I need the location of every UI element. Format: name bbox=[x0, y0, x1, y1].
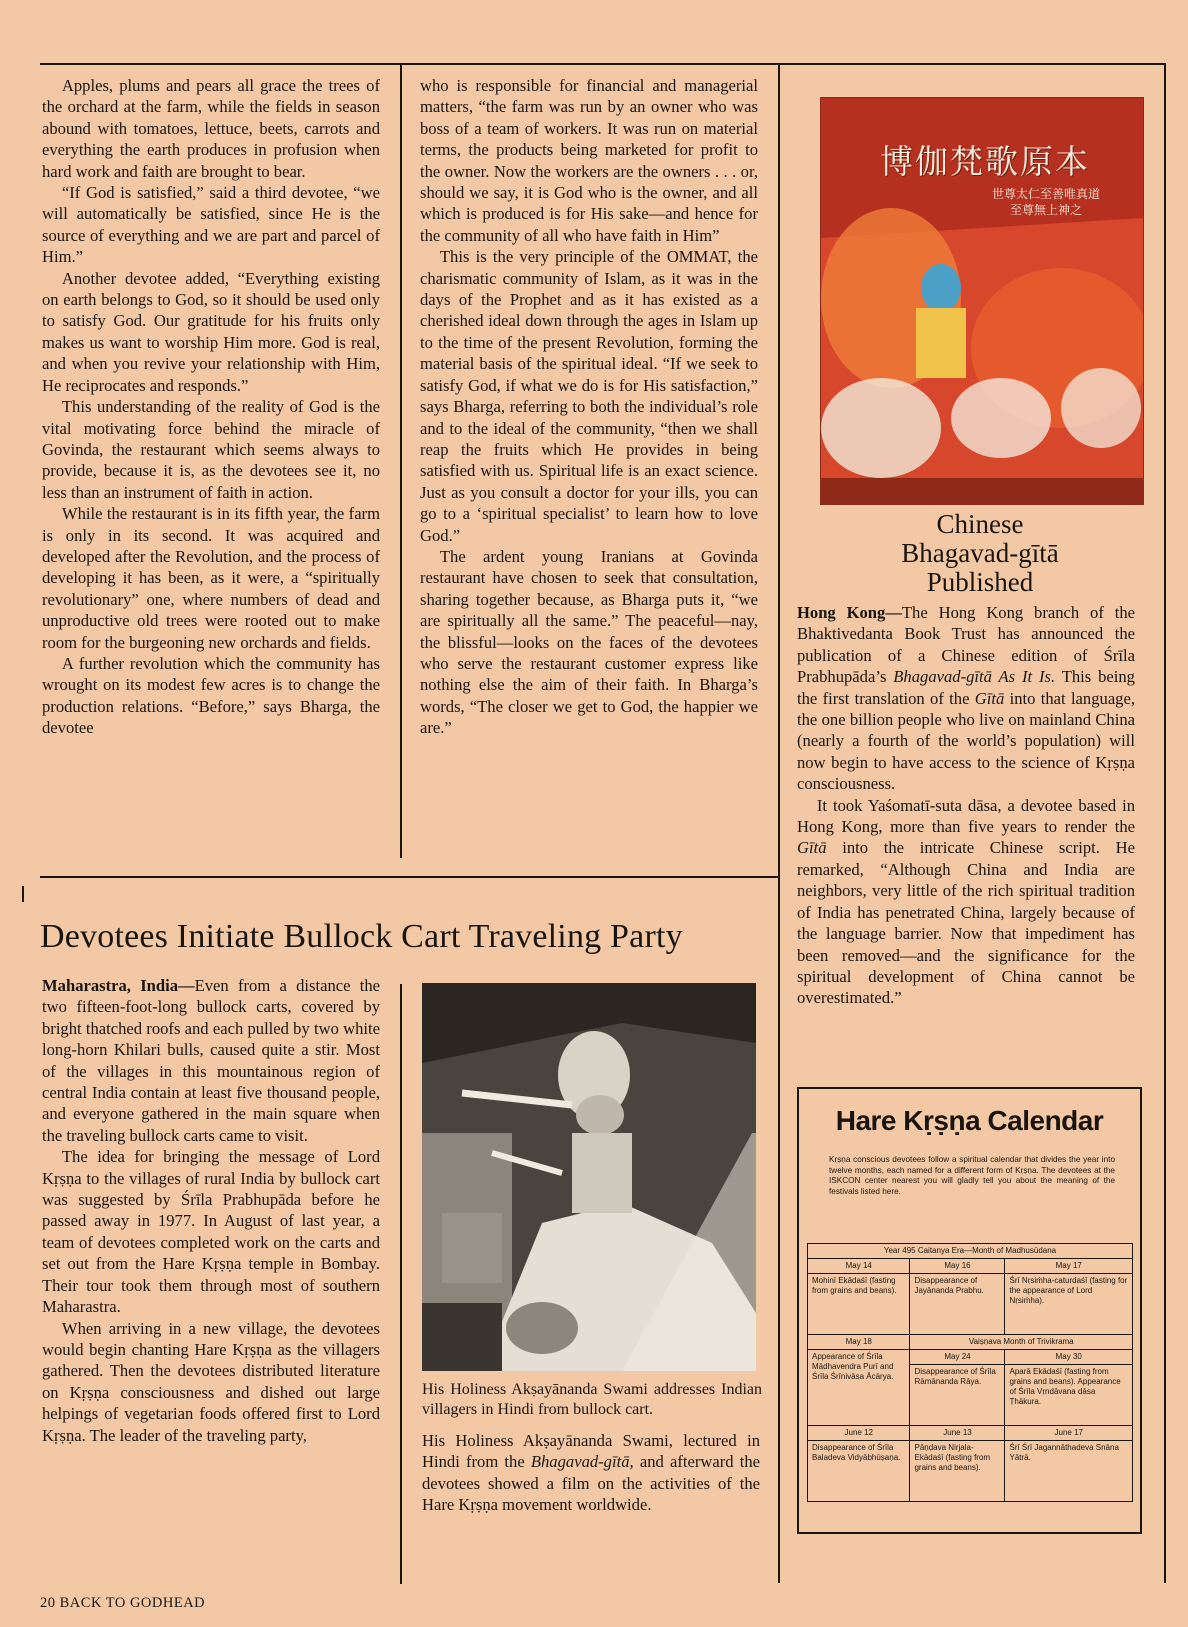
event-cell: Disappearance of Śrīla Baladeva Vidyābhūṣaṇa. bbox=[808, 1441, 910, 1502]
paragraph: The idea for bringing the message of Lord Kṛṣṇa to the villages of rural India by bullock cart was suggested by Śrīla Prabhupāda before he passed away in 1977. In August of last year, a team of devotees completed work on the carts and set out from the Hare Kṛṣṇa temple in Bombay. Their tour took them through most of southern Maharastra. bbox=[42, 1147, 380, 1317]
column-divider-3 bbox=[400, 984, 402, 1584]
bullock-cart-column-2 bbox=[422, 1430, 760, 1516]
paragraph: Another devotee added, “Everything existing on earth belongs to God, so it should be used only to satisfy God. Our gratitude for his fruits only makes us want to worship Him more. God is real, and when you revive your relationship with Him, He reciprocates and responds.” bbox=[42, 268, 380, 395]
cover-subtitle: 世尊太仁至善唯真道 至尊無上神之 bbox=[991, 187, 1100, 217]
paragraph: While the restaurant is in its fifth year, the farm is only in its second. It was acquired and developed after the Revolution, and the process of developing it has been, as it were, a “spiritually revolutionary” one, where numbers of dead and unproductive old trees were rooted out to make room for the burgeoning new orchards and fields. bbox=[42, 504, 380, 652]
paragraph: This is the very principle of the OMMAT, the charismatic community of Islam, as it was in the days of the Prophet and as it has existed as a cherished ideal down through the ages in Islam up to the time of the present Revolution, forming the material basis of the spiritual ideal. “If we seek to satisfy God, if what we do is for His satisfaction,” says Bharga, referring to both the individual’s role and to the ideal of the community, “then we shall reap the fruits which He provides in being satisfied with us. Spiritual life is an exact science. Just as you consult a doctor for your ills, you can go to a ‘spiritual specialist’ to learn how to love God.” bbox=[420, 247, 758, 545]
table-row bbox=[808, 1335, 1133, 1350]
table-row bbox=[808, 1244, 1133, 1259]
table-row bbox=[808, 1441, 1133, 1502]
date-cell: May 18 bbox=[808, 1335, 910, 1350]
dateline: Hong Kong— bbox=[797, 603, 902, 622]
article-column-1 bbox=[42, 75, 380, 739]
event-cell: Mohinī Ekādaśī (fasting from grains and beans). bbox=[808, 1274, 910, 1335]
chinese-gita-column bbox=[797, 602, 1135, 1009]
date-cell: June 12 bbox=[808, 1426, 910, 1441]
hare-krsna-calendar bbox=[797, 1087, 1142, 1534]
date-cell: May 14 bbox=[808, 1259, 910, 1274]
photo-illustration bbox=[422, 983, 756, 1371]
chinese-gita-headline: Chinese Bhagavad-gītā Published bbox=[901, 509, 1059, 597]
paragraph: A further revolution which the community has wrought on its modest few acres is to change the production relations. “Before,” says Bharga, the devotee bbox=[42, 653, 380, 738]
month-header: Vaiṣṇava Month of Trivikrama bbox=[910, 1335, 1133, 1350]
date-cell: May 17 bbox=[1005, 1259, 1133, 1274]
section-rule bbox=[40, 876, 778, 878]
column-divider-1 bbox=[400, 63, 402, 858]
event-cell: Śrī Nṛsiṁha-caturdaśī (fasting for the appearance of Lord Nṛsiṁha). bbox=[1005, 1274, 1133, 1335]
paragraph: Maharastra, India—Even from a distance the two fifteen-foot-long bullock carts, covered by bright thatched roofs and each pulled by two white long-horn Khilari bulls, caused quite a stir. Most of the villages in this mountainous region of central India contain at least five thousand people, and everyone gathered in the main square when the traveling bullock carts came to visit. bbox=[42, 976, 380, 1145]
paragraph: His Holiness Akṣayānanda Swami, lectured in Hindi from the Bhagavad-gītā, and afterward the devotees showed a film on the activities of the Hare Kṛṣṇa movement worldwide. bbox=[422, 1431, 760, 1515]
date-cell: May 24 bbox=[910, 1350, 1005, 1365]
paragraph: The ardent young Iranians at Govinda restaurant have chosen to seek that consultation, sharing together because, as Bharga puts it, “we are spiritually all the same.” The peaceful—nay, the blissful—looks on the faces of the devotees who serve the restaurant customer express like nothing else the aim of their faith. In Bharga’s words, “The closer we get to God, the happier we are.” bbox=[420, 546, 758, 738]
calendar-title: Hare Kṛṣṇa Calendar bbox=[835, 1105, 1104, 1136]
column-divider-2 bbox=[778, 63, 780, 1583]
calendar-table bbox=[807, 1243, 1133, 1502]
event-cell: Disappearance of Śrīla Rāmānanda Rāya. bbox=[910, 1365, 1005, 1426]
table-row bbox=[808, 1426, 1133, 1441]
table-row bbox=[808, 1274, 1133, 1335]
date-cell: May 30 bbox=[1005, 1350, 1133, 1365]
paragraph: “If God is satisfied,” said a third devotee, “we will automatically be satisfied, since He is the source of everything and we are part and parcel of Him.” bbox=[42, 183, 380, 267]
event-cell: Appearance of Śrīla Mādhavendra Purī and Śrīla Śrīnivāsa Ācārya. bbox=[808, 1350, 910, 1426]
paragraph: Apples, plums and pears all grace the trees of the orchard at the farm, while the fields in season abound with tomatoes, lettuce, beets, carrots and everything the earth produces in profusion when hard work and faith are brought to bear. bbox=[42, 76, 380, 181]
paragraph: who is responsible for financial and managerial matters, “the farm was run by an owner who was boss of a team of workers. It was run on material terms, the products being marketed for profit to the owner. Now the workers are the owners . . . or, should we say, it is God who is the owner, and all which is produced is for His sake—and hence for the community of all who have faith in Him” bbox=[420, 76, 758, 245]
paragraph: When arriving in a new village, the devotees would begin chanting Hare Kṛṣṇa as the villagers gathered. Then the devotees distributed literature on Kṛṣṇa consciousness and dished out large helpings of vegetarian foods offered first to Lord Kṛṣṇa. The leader of the traveling party, bbox=[42, 1318, 380, 1445]
swami-photo bbox=[422, 983, 756, 1371]
event-cell: Aparā Ekādaśī (fasting from grains and beans). Appearance of Śrīla Vṛndāvana dāsa Ṭhākura. bbox=[1005, 1365, 1133, 1426]
right-border bbox=[1164, 63, 1166, 1583]
dateline: Maharastra, India— bbox=[42, 976, 195, 995]
paragraph: It took Yaśomatī-suta dāsa, a devotee based in Hong Kong, more than five years to render the Gītā into the intricate Chinese script. He remarked, “Although China and India are neighbors, very little of the rich spiritual tradition of India has penetrated China, largely because of the language barrier. Now that impediment has been removed—and the significance for the spiritual development of China cannot be overestimated.” bbox=[797, 795, 1135, 1008]
date-cell: May 16 bbox=[910, 1259, 1005, 1274]
date-cell: June 13 bbox=[910, 1426, 1005, 1441]
paragraph: Hong Kong—The Hong Kong branch of the Bhaktivedanta Book Trust has announced the publication of a Chinese edition of Śrīla Prabhupāda’s Bhagavad-gītā As It Is. This being the first translation of the Gītā into that language, the one billion people who live on mainland China (nearly a fourth of the world’s population) will now begin to have access to the science of Kṛṣṇa consciousness. bbox=[797, 603, 1136, 794]
paragraph: This understanding of the reality of God is the vital motivating force behind the miracle of Govinda, the restaurant which seems always to provide, because it is, as the devotees see it, no less than an instrument of faith in action. bbox=[42, 397, 380, 502]
event-cell: Pāṇḍava Nirjala-Ekādaśī (fasting from grains and beans). bbox=[910, 1441, 1005, 1502]
section-left-tick bbox=[22, 886, 24, 902]
table-row bbox=[808, 1259, 1133, 1274]
date-cell: June 17 bbox=[1005, 1426, 1133, 1441]
photo-caption: His Holiness Akṣayānanda Swami addresses Indian villagers in Hindi from bullock cart. bbox=[422, 1381, 762, 1418]
article-column-2 bbox=[420, 75, 758, 739]
bullock-cart-headline: Devotees Initiate Bullock Cart Traveling Party bbox=[40, 918, 683, 955]
book-cover-image bbox=[820, 97, 1144, 505]
table-row bbox=[808, 1350, 1133, 1365]
bullock-cart-column bbox=[42, 975, 380, 1446]
page-footer: 20 BACK TO GODHEAD bbox=[40, 1595, 206, 1611]
month-header: Year 495 Caitanya Era—Month of Madhusūdana bbox=[808, 1244, 1133, 1259]
event-cell: Śrī Śrī Jagannāthadeva Snāna Yātrā. bbox=[1005, 1441, 1133, 1502]
cover-title: 博伽梵歌原本 bbox=[880, 142, 1090, 181]
top-rule bbox=[40, 63, 1166, 65]
calendar-intro: Kṛṣṇa conscious devotees follow a spiritual calendar that divides the year into twelve months, each named for a different form of Kṛṣṇa. The devotees at the ISKCON center nearest you will gladly tell you about the meaning of the festivals listed here. bbox=[829, 1155, 1115, 1196]
event-cell: Disappearance of Jayānanda Prabhu. bbox=[910, 1274, 1005, 1335]
